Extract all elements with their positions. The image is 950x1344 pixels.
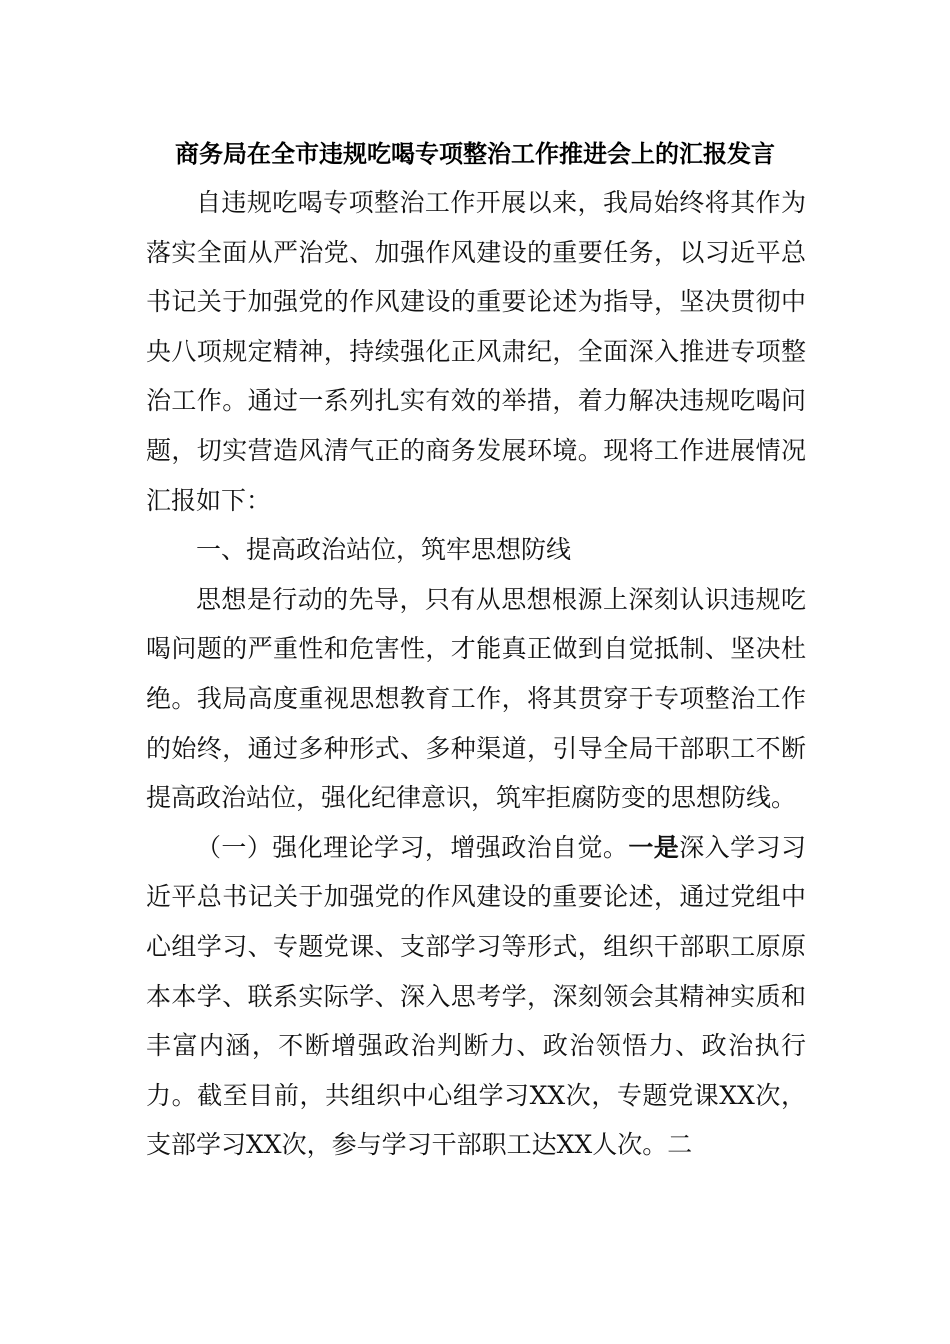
intro-paragraph: 自违规吃喝专项整治工作开展以来，我局始终将其作为落实全面从严治党、加强作风建设的重要任务，以习近平总书记关于加强党的作风建设的重要论述为指导，坚决贯彻中央八项规定精神，持续强化正风肃纪，全面深入推进专项整治工作。通过一系列扎实有效的举措，着力解决违规吃喝问题，切实营造风清气正的商务发展环境。现将工作进展情况汇报如下： — [146, 188, 806, 515]
subsection-1-body: 深入学习习近平总书记关于加强党的作风建设的重要论述，通过党组中心组学习、专题党课、支部学习等形式，组织干部职工原原本本学、联系实际学、深入思考学，深刻领会其精神实质和丰富内涵，不断增强政治判断力、政治领悟力、政治执行力。截至目前，共组织中心组学习XX次，专题党课XX次，支部学习XX次，参与学习干部职工达XX人次。二 — [146, 832, 806, 1160]
document-body — [146, 178, 806, 1170]
subsection-1-lead: 一是 — [628, 832, 680, 862]
subsection-1-paragraph — [146, 823, 806, 1170]
subsection-1-heading: （一）强化理论学习，增强政治自觉。 — [196, 832, 629, 862]
document-title: 商务局在全市违规吃喝专项整治工作推进会上的汇报发言 — [175, 139, 775, 168]
section-1-paragraph: 思想是行动的先导，只有从思想根源上深刻认识违规吃喝问题的严重性和危害性，才能真正做到自觉抵制、坚决杜绝。我局高度重视思想教育工作，将其贯穿于专项整治工作的始终，通过多种形式、多种渠道，引导全局干部职工不断提高政治站位，强化纪律意识，筑牢拒腐防变的思想防线。 — [146, 584, 806, 813]
section-1-heading: 一、提高政治站位，筑牢思想防线 — [196, 535, 572, 565]
